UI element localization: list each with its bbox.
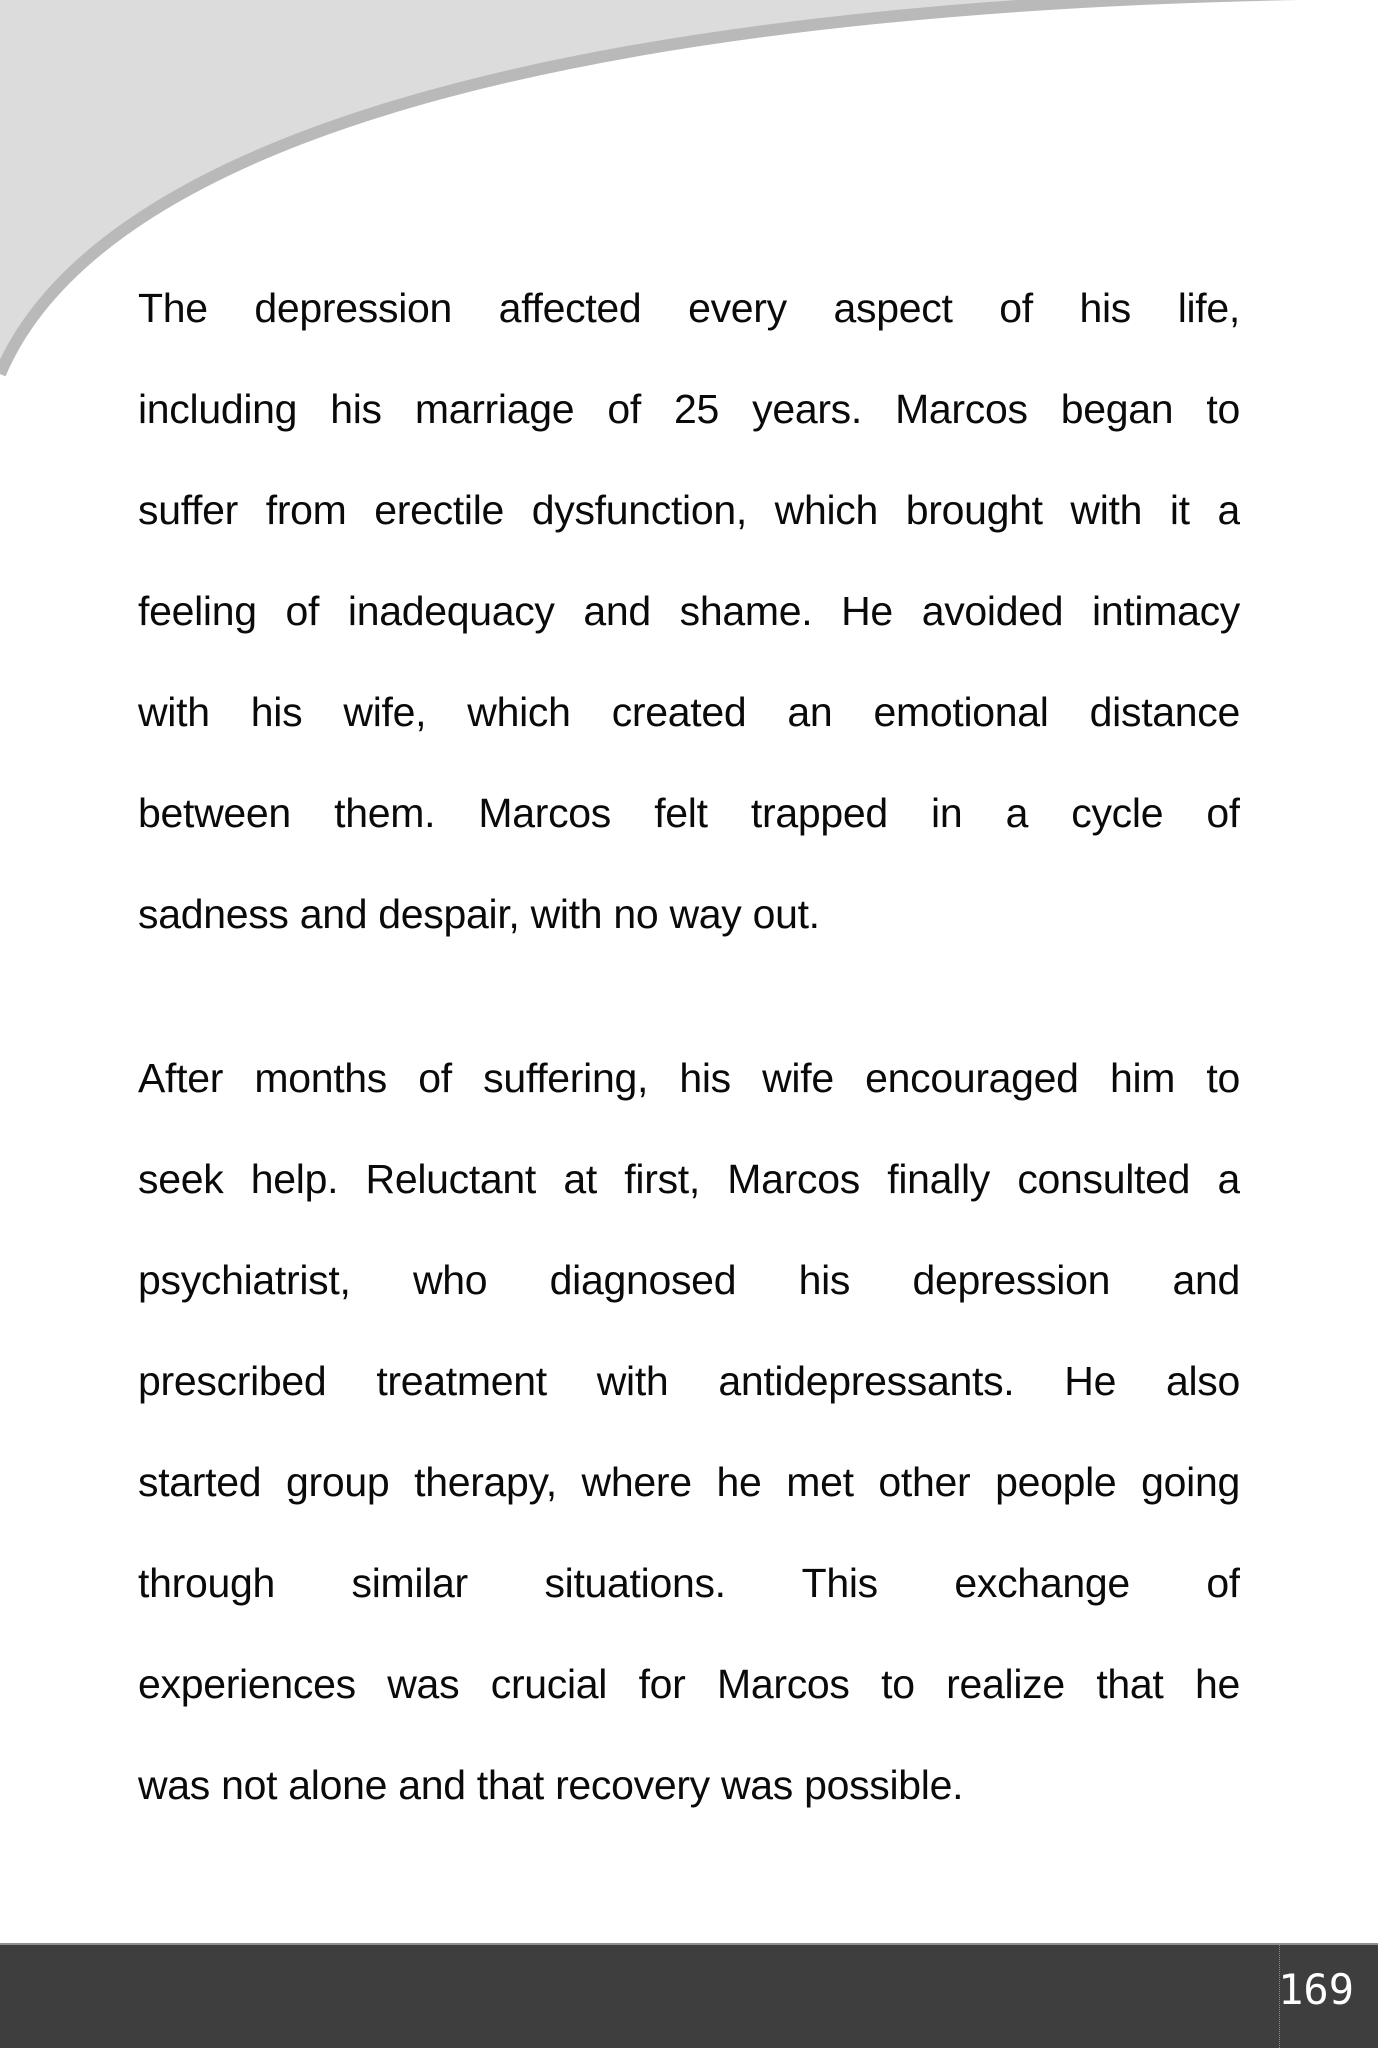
- text-line: suffer from erectile dysfunction, which brought with it a: [138, 487, 1240, 533]
- text-line: After months of suffering, his wife encouraged him to: [138, 1055, 1240, 1101]
- text-line: The depression affected every aspect of his life,: [138, 285, 1240, 331]
- paragraph-1: [138, 258, 1240, 965]
- text-line: with his wife, which created an emotional distance: [138, 689, 1240, 735]
- page-number: 169: [1278, 1965, 1354, 2014]
- text-line: sadness and despair, with no way out.: [138, 891, 820, 937]
- text-line: between them. Marcos felt trapped in a cycle of: [138, 790, 1240, 836]
- text-line: was not alone and that recovery was possible.: [138, 1762, 964, 1808]
- text-line: feeling of inadequacy and shame. He avoided intimacy: [138, 588, 1240, 634]
- footer-bar: [0, 1943, 1378, 2048]
- text-line: started group therapy, where he met other people going: [138, 1459, 1240, 1505]
- text-line: psychiatrist, who diagnosed his depression and: [138, 1257, 1240, 1303]
- text-line: seek help. Reluctant at first, Marcos finally consulted a: [138, 1156, 1240, 1202]
- paragraph-2: [138, 1028, 1240, 1836]
- text-line: including his marriage of 25 years. Marcos began to: [138, 386, 1240, 432]
- text-line: experiences was crucial for Marcos to realize that he: [138, 1661, 1240, 1707]
- text-line: prescribed treatment with antidepressants. He also: [138, 1358, 1240, 1404]
- text-line: through similar situations. This exchange of: [138, 1560, 1240, 1606]
